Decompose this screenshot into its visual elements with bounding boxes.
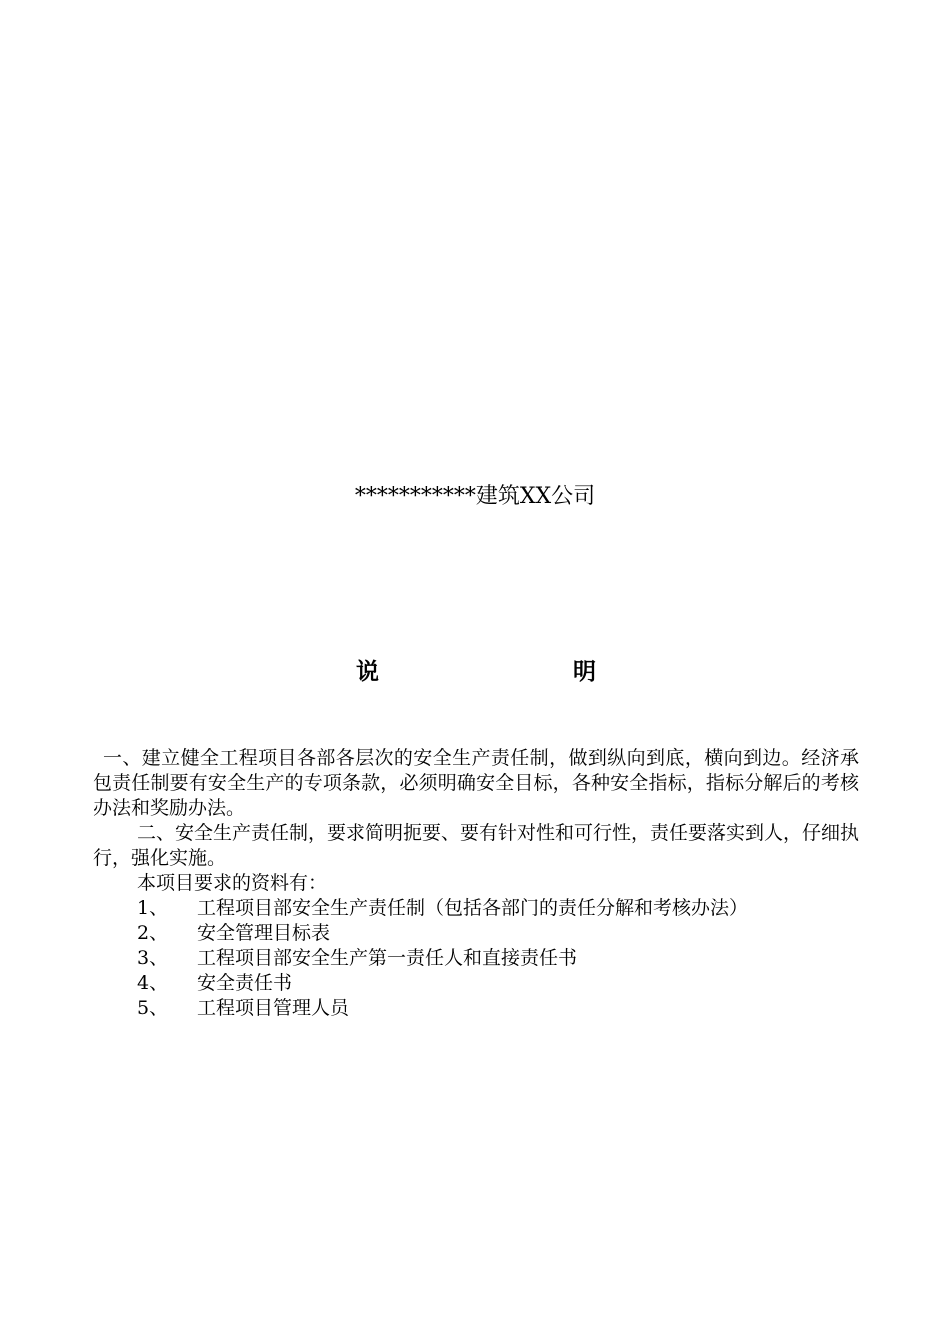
list-item-number: 4、 <box>137 972 169 994</box>
list-item-text: 安全管理目标表 <box>197 922 331 944</box>
list-item-text: 工程项目部安全生产第一责任人和直接责任书 <box>197 947 578 969</box>
list-item-text: 工程项目管理人员 <box>197 997 350 1019</box>
document-body <box>93 746 859 1021</box>
company-name: ***********建筑XX公司 <box>354 484 596 509</box>
heading-char-1: 说 <box>356 659 379 685</box>
list-item <box>93 921 859 946</box>
document-heading <box>356 656 596 688</box>
paragraph-2: 二、安全生产责任制，要求简明扼要、要有针对性和可行性，责任要落实到人，仔细执行，强化实施。 <box>93 822 860 869</box>
paragraph-1: 一、建立健全工程项目各部各层次的安全生产责任制，做到纵向到底，横向到边。经济承包责任制要有安全生产的专项条款，必须明确安全目标，各种安全指标，指标分解后的考核办法和奖励办法。 <box>93 747 859 819</box>
materials-list <box>93 896 859 1021</box>
list-item-number: 1、 <box>137 897 169 919</box>
list-item-number: 5、 <box>137 997 169 1019</box>
materials-intro: 本项目要求的资料有： <box>137 872 328 894</box>
list-item <box>93 946 859 971</box>
list-item-text: 工程项目部安全生产责任制（包括各部门的责任分解和考核办法） <box>197 897 749 919</box>
list-item <box>93 971 859 996</box>
list-item <box>93 996 859 1021</box>
heading-char-2: 明 <box>573 659 596 685</box>
list-item-text: 安全责任书 <box>197 972 293 994</box>
list-item <box>93 896 859 921</box>
list-item-number: 2、 <box>137 922 169 944</box>
list-item-number: 3、 <box>137 947 169 969</box>
